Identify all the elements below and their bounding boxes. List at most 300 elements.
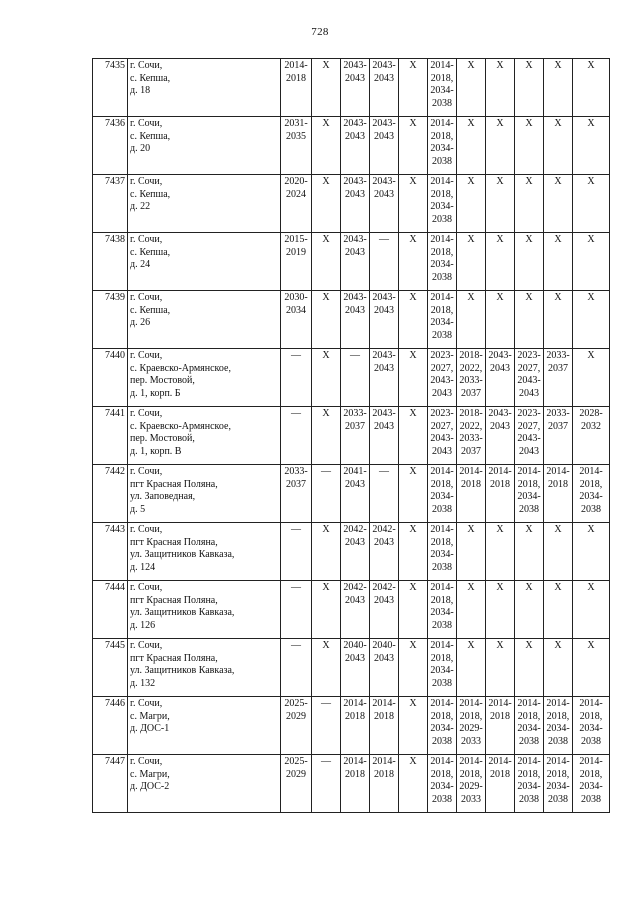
period-value: 2034- bbox=[579, 723, 603, 734]
address-line: с. Кепша, bbox=[130, 304, 171, 316]
period-value: 2018, bbox=[517, 768, 541, 780]
period-value: X bbox=[496, 234, 504, 245]
period-cell bbox=[341, 59, 370, 117]
period-cell bbox=[515, 755, 544, 813]
period-cell bbox=[515, 117, 544, 175]
period-value: 2043- bbox=[343, 118, 367, 129]
period-value: 2043- bbox=[488, 408, 512, 419]
period-value: X bbox=[496, 118, 504, 129]
address-line: с. Краевско-Армянское, bbox=[130, 362, 231, 374]
period-value: 2018 bbox=[490, 710, 510, 722]
period-value: X bbox=[467, 176, 475, 187]
address-line: г. Сочи, bbox=[130, 640, 163, 651]
period-cell bbox=[312, 175, 341, 233]
period-cell bbox=[457, 523, 486, 581]
period-cell bbox=[515, 581, 544, 639]
period-value: 2014- bbox=[430, 118, 454, 129]
period-value: X bbox=[322, 408, 330, 419]
period-value: 2033- bbox=[343, 408, 367, 419]
period-value: 2018, bbox=[546, 768, 570, 780]
period-cell bbox=[428, 755, 457, 813]
period-value: X bbox=[409, 176, 417, 187]
period-cell bbox=[281, 465, 312, 523]
period-cell bbox=[341, 233, 370, 291]
period-value: 2014- bbox=[459, 698, 483, 709]
period-cell bbox=[341, 639, 370, 697]
period-value: — bbox=[321, 698, 331, 709]
row-number-cell: 7442 bbox=[93, 465, 128, 523]
period-value: 2037 bbox=[548, 362, 568, 374]
period-value: 2043 bbox=[490, 362, 510, 374]
period-cell bbox=[370, 465, 399, 523]
period-cell bbox=[544, 523, 573, 581]
period-cell bbox=[515, 639, 544, 697]
period-cell bbox=[399, 233, 428, 291]
period-value: 2042- bbox=[372, 582, 396, 593]
period-value: X bbox=[525, 234, 533, 245]
period-cell bbox=[399, 291, 428, 349]
period-value: X bbox=[525, 176, 533, 187]
period-value: 2032 bbox=[581, 420, 601, 432]
period-value: X bbox=[554, 524, 562, 535]
housing-schedule-table bbox=[92, 58, 610, 813]
period-value: 2027, bbox=[430, 362, 454, 374]
period-value: 2043 bbox=[345, 652, 365, 664]
period-value: 2018, bbox=[430, 768, 454, 780]
period-value: 2018 bbox=[548, 478, 568, 490]
page-number: 728 bbox=[311, 26, 329, 38]
period-value: 2014- bbox=[546, 698, 570, 709]
period-cell bbox=[370, 755, 399, 813]
period-value: 2028- bbox=[579, 408, 603, 419]
period-value: X bbox=[409, 350, 417, 361]
address-cell bbox=[128, 349, 281, 407]
period-value: 2038 bbox=[432, 97, 452, 109]
row-number-cell: 7443 bbox=[93, 523, 128, 581]
period-value: 2025- bbox=[284, 698, 308, 709]
period-cell bbox=[457, 175, 486, 233]
period-cell bbox=[281, 349, 312, 407]
period-value: 2018- bbox=[459, 408, 483, 419]
address-line: пгт Красная Поляна, bbox=[130, 478, 218, 490]
period-value: 2043 bbox=[374, 652, 394, 664]
period-value: 2043 bbox=[432, 387, 452, 399]
period-cell bbox=[486, 175, 515, 233]
address-line: д. 20 bbox=[130, 143, 151, 154]
period-value: 2014- bbox=[430, 176, 454, 187]
table-row bbox=[93, 291, 610, 349]
period-cell bbox=[370, 117, 399, 175]
period-value: — bbox=[321, 756, 331, 767]
period-cell bbox=[370, 639, 399, 697]
address-line: г. Сочи, bbox=[130, 466, 163, 477]
address-cell bbox=[128, 117, 281, 175]
period-value: 2018, bbox=[430, 652, 454, 664]
period-value: 2018, bbox=[430, 130, 454, 142]
address-line: ул. Защитников Кавказа, bbox=[130, 665, 235, 676]
address-line: д. 5 bbox=[130, 503, 146, 515]
period-value: 2034- bbox=[430, 781, 454, 792]
period-cell bbox=[428, 581, 457, 639]
period-value: 2034- bbox=[546, 781, 570, 792]
period-value: 2014- bbox=[430, 698, 454, 709]
period-value: X bbox=[496, 582, 504, 593]
period-cell bbox=[573, 407, 610, 465]
period-value: 2038 bbox=[432, 561, 452, 573]
row-number-cell: 7445 bbox=[93, 639, 128, 697]
period-cell bbox=[486, 59, 515, 117]
period-value: 2014- bbox=[488, 756, 512, 767]
period-cell bbox=[457, 407, 486, 465]
period-value: 2025- bbox=[284, 756, 308, 767]
row-number-cell: 7444 bbox=[93, 581, 128, 639]
period-value: 2038 bbox=[432, 677, 452, 689]
address-line: г. Сочи, bbox=[130, 176, 163, 187]
address-line: г. Сочи, bbox=[130, 292, 163, 303]
period-value: 2034- bbox=[579, 491, 603, 502]
period-cell bbox=[370, 233, 399, 291]
period-value: 2038 bbox=[432, 155, 452, 167]
period-cell bbox=[573, 697, 610, 755]
period-cell bbox=[515, 349, 544, 407]
period-value: 2014- bbox=[430, 234, 454, 245]
period-value: 2014- bbox=[430, 756, 454, 767]
period-cell bbox=[573, 581, 610, 639]
address-line: с. Кепша, bbox=[130, 246, 171, 258]
address-line: пгт Красная Поляна, bbox=[130, 652, 218, 664]
period-value: 2037 bbox=[461, 387, 481, 399]
period-value: X bbox=[467, 118, 475, 129]
period-value: X bbox=[409, 60, 417, 71]
period-cell bbox=[428, 465, 457, 523]
period-value: X bbox=[322, 640, 330, 651]
period-value: X bbox=[496, 292, 504, 303]
period-value: X bbox=[322, 292, 330, 303]
period-cell bbox=[457, 697, 486, 755]
period-cell bbox=[457, 465, 486, 523]
period-value: 2037 bbox=[345, 420, 365, 432]
period-value: 2043 bbox=[432, 445, 452, 457]
table-body bbox=[93, 59, 610, 813]
period-cell bbox=[457, 233, 486, 291]
period-value: 2043 bbox=[374, 420, 394, 432]
period-value: 2034- bbox=[517, 491, 541, 502]
period-value: 2023- bbox=[517, 350, 541, 361]
period-cell bbox=[457, 291, 486, 349]
period-cell bbox=[573, 59, 610, 117]
address-line: г. Сочи, bbox=[130, 524, 163, 535]
row-number-cell: 7436 bbox=[93, 117, 128, 175]
period-cell bbox=[486, 523, 515, 581]
period-value: 2022, bbox=[459, 420, 483, 432]
period-cell bbox=[370, 59, 399, 117]
period-cell bbox=[281, 407, 312, 465]
address-line: г. Сочи, bbox=[130, 118, 163, 129]
period-cell bbox=[515, 59, 544, 117]
row-number-cell: 7440 bbox=[93, 349, 128, 407]
period-value: X bbox=[496, 60, 504, 71]
period-cell bbox=[341, 755, 370, 813]
period-cell bbox=[486, 407, 515, 465]
period-value: 2034- bbox=[546, 723, 570, 734]
period-value: 2038 bbox=[581, 503, 601, 515]
period-value: 2018, bbox=[430, 304, 454, 316]
period-value: 2018 bbox=[490, 478, 510, 490]
period-value: 2018, bbox=[430, 536, 454, 548]
period-value: 2027, bbox=[517, 362, 541, 374]
period-value: 2043- bbox=[343, 234, 367, 245]
period-value: 2031- bbox=[284, 118, 308, 129]
period-value: 2034- bbox=[430, 491, 454, 502]
period-cell bbox=[312, 465, 341, 523]
period-value: 2018 bbox=[345, 768, 365, 780]
period-value: 2035 bbox=[286, 130, 306, 142]
period-cell bbox=[399, 639, 428, 697]
period-cell bbox=[399, 755, 428, 813]
period-value: X bbox=[587, 582, 595, 593]
period-cell bbox=[515, 291, 544, 349]
period-value: 2014- bbox=[430, 466, 454, 477]
period-value: 2038 bbox=[519, 793, 539, 805]
address-line: с. Магри, bbox=[130, 710, 170, 722]
period-cell bbox=[370, 581, 399, 639]
period-cell bbox=[544, 233, 573, 291]
address-line: ул. Заповедная, bbox=[130, 491, 196, 502]
period-cell bbox=[341, 349, 370, 407]
period-value: X bbox=[467, 524, 475, 535]
period-value: 2014- bbox=[459, 756, 483, 767]
period-value: 2034- bbox=[517, 781, 541, 792]
period-value: 2043 bbox=[345, 304, 365, 316]
address-line: г. Сочи, bbox=[130, 234, 163, 245]
period-value: 2018, bbox=[459, 768, 483, 780]
period-value: X bbox=[467, 60, 475, 71]
period-value: X bbox=[525, 640, 533, 651]
period-value: 2043- bbox=[372, 176, 396, 187]
address-line: д. ДОС-2 bbox=[130, 781, 170, 792]
period-value: 2042- bbox=[343, 524, 367, 535]
period-cell bbox=[399, 349, 428, 407]
period-value: 2029- bbox=[459, 781, 483, 792]
address-line: г. Сочи, bbox=[130, 756, 163, 767]
period-value: X bbox=[587, 524, 595, 535]
period-value: 2034- bbox=[430, 723, 454, 734]
period-value: 2038 bbox=[432, 271, 452, 283]
period-value: 2023- bbox=[517, 408, 541, 419]
period-cell bbox=[341, 117, 370, 175]
address-line: пер. Мостовой, bbox=[130, 433, 195, 444]
period-value: 2043 bbox=[345, 130, 365, 142]
period-value: 2034- bbox=[430, 317, 454, 328]
period-cell bbox=[281, 59, 312, 117]
period-cell bbox=[544, 291, 573, 349]
period-value: 2043 bbox=[345, 594, 365, 606]
period-value: 2014- bbox=[284, 60, 308, 71]
address-cell bbox=[128, 291, 281, 349]
period-cell bbox=[370, 291, 399, 349]
address-line: с. Кепша, bbox=[130, 188, 171, 200]
address-cell bbox=[128, 523, 281, 581]
period-value: 2043 bbox=[519, 387, 539, 399]
period-value: 2043- bbox=[517, 433, 541, 444]
address-line: ул. Защитников Кавказа, bbox=[130, 607, 235, 618]
period-value: 2018 bbox=[286, 72, 306, 84]
period-value: 2014- bbox=[488, 466, 512, 477]
period-cell bbox=[544, 639, 573, 697]
period-cell bbox=[515, 523, 544, 581]
period-value: 2018 bbox=[461, 478, 481, 490]
period-value: X bbox=[554, 176, 562, 187]
period-value: 2043 bbox=[374, 362, 394, 374]
period-value: 2014- bbox=[372, 756, 396, 767]
address-line: г. Сочи, bbox=[130, 408, 163, 419]
period-value: 2038 bbox=[432, 503, 452, 515]
period-value: 2014- bbox=[517, 756, 541, 767]
period-value: 2034- bbox=[517, 723, 541, 734]
period-value: 2018, bbox=[430, 72, 454, 84]
period-value: 2038 bbox=[519, 503, 539, 515]
period-cell bbox=[573, 117, 610, 175]
period-value: 2027, bbox=[517, 420, 541, 432]
period-cell bbox=[457, 349, 486, 407]
period-cell bbox=[486, 697, 515, 755]
period-value: X bbox=[409, 466, 417, 477]
address-line: с. Краевско-Армянское, bbox=[130, 420, 231, 432]
address-line: д. 126 bbox=[130, 619, 156, 631]
period-value: 2029- bbox=[459, 723, 483, 734]
period-value: 2037 bbox=[461, 445, 481, 457]
table-row bbox=[93, 117, 610, 175]
period-value: X bbox=[554, 292, 562, 303]
period-value: 2014- bbox=[430, 524, 454, 535]
period-value: X bbox=[409, 640, 417, 651]
period-cell bbox=[428, 407, 457, 465]
period-value: 2038 bbox=[548, 735, 568, 747]
address-cell bbox=[128, 59, 281, 117]
period-value: 2043 bbox=[374, 130, 394, 142]
period-value: X bbox=[587, 176, 595, 187]
row-number-cell: 7439 bbox=[93, 291, 128, 349]
address-line: д. 1, корп. Б bbox=[130, 387, 181, 399]
period-cell bbox=[399, 523, 428, 581]
period-cell bbox=[370, 523, 399, 581]
period-value: X bbox=[322, 350, 330, 361]
period-value: X bbox=[554, 640, 562, 651]
period-value: 2014- bbox=[546, 466, 570, 477]
period-value: X bbox=[409, 118, 417, 129]
period-value: 2043- bbox=[372, 118, 396, 129]
period-value: 2018 bbox=[490, 768, 510, 780]
period-value: 2018, bbox=[430, 594, 454, 606]
period-value: X bbox=[496, 176, 504, 187]
period-value: 2043 bbox=[374, 188, 394, 200]
period-cell bbox=[312, 407, 341, 465]
address-line: г. Сочи, bbox=[130, 60, 163, 71]
address-cell bbox=[128, 639, 281, 697]
period-cell bbox=[457, 59, 486, 117]
period-cell bbox=[312, 233, 341, 291]
period-value: 2023- bbox=[430, 350, 454, 361]
period-cell bbox=[370, 175, 399, 233]
table-row bbox=[93, 755, 610, 813]
period-value: 2034 bbox=[286, 304, 306, 316]
period-value: 2014- bbox=[517, 698, 541, 709]
period-value: 2043- bbox=[372, 350, 396, 361]
period-cell bbox=[573, 233, 610, 291]
period-value: 2024 bbox=[286, 188, 306, 200]
period-value: 2033 bbox=[461, 793, 481, 805]
period-value: X bbox=[409, 582, 417, 593]
period-value: X bbox=[525, 582, 533, 593]
row-number-cell: 7447 bbox=[93, 755, 128, 813]
period-cell bbox=[341, 407, 370, 465]
period-value: — bbox=[291, 582, 301, 593]
period-value: — bbox=[350, 350, 360, 361]
period-cell bbox=[544, 175, 573, 233]
period-value: 2018, bbox=[430, 478, 454, 490]
period-value: X bbox=[467, 292, 475, 303]
period-cell bbox=[515, 697, 544, 755]
period-cell bbox=[428, 697, 457, 755]
period-cell bbox=[486, 639, 515, 697]
period-cell bbox=[486, 755, 515, 813]
address-line: г. Сочи, bbox=[130, 698, 163, 709]
period-value: 2014- bbox=[430, 582, 454, 593]
period-value: 2038 bbox=[432, 793, 452, 805]
period-cell bbox=[486, 349, 515, 407]
address-line: д. 26 bbox=[130, 317, 151, 328]
period-value: X bbox=[587, 292, 595, 303]
period-value: 2033- bbox=[546, 350, 570, 361]
table-row bbox=[93, 349, 610, 407]
period-value: 2034- bbox=[430, 259, 454, 270]
period-value: 2015- bbox=[284, 234, 308, 245]
period-cell bbox=[312, 349, 341, 407]
period-value: 2018, bbox=[517, 478, 541, 490]
period-value: 2038 bbox=[581, 793, 601, 805]
period-cell bbox=[312, 697, 341, 755]
period-value: 2043 bbox=[345, 536, 365, 548]
row-number-cell: 7437 bbox=[93, 175, 128, 233]
period-value: X bbox=[525, 524, 533, 535]
period-value: X bbox=[467, 582, 475, 593]
period-cell bbox=[428, 233, 457, 291]
period-cell bbox=[281, 233, 312, 291]
period-value: 2040- bbox=[372, 640, 396, 651]
period-cell bbox=[515, 407, 544, 465]
period-value: 2018- bbox=[459, 350, 483, 361]
period-value: 2034- bbox=[430, 85, 454, 96]
period-value: X bbox=[409, 756, 417, 767]
period-value: 2018, bbox=[430, 188, 454, 200]
period-value: 2043- bbox=[343, 176, 367, 187]
period-cell bbox=[544, 755, 573, 813]
period-cell bbox=[544, 697, 573, 755]
period-value: 2014- bbox=[430, 60, 454, 71]
period-cell bbox=[486, 233, 515, 291]
address-line: д. 24 bbox=[130, 259, 151, 270]
period-cell bbox=[341, 465, 370, 523]
period-value: 2043- bbox=[488, 350, 512, 361]
period-value: X bbox=[554, 60, 562, 71]
period-value: 2034- bbox=[430, 665, 454, 676]
period-value: X bbox=[322, 582, 330, 593]
period-cell bbox=[312, 755, 341, 813]
period-cell bbox=[573, 465, 610, 523]
table-row bbox=[93, 581, 610, 639]
address-cell bbox=[128, 697, 281, 755]
address-cell bbox=[128, 233, 281, 291]
